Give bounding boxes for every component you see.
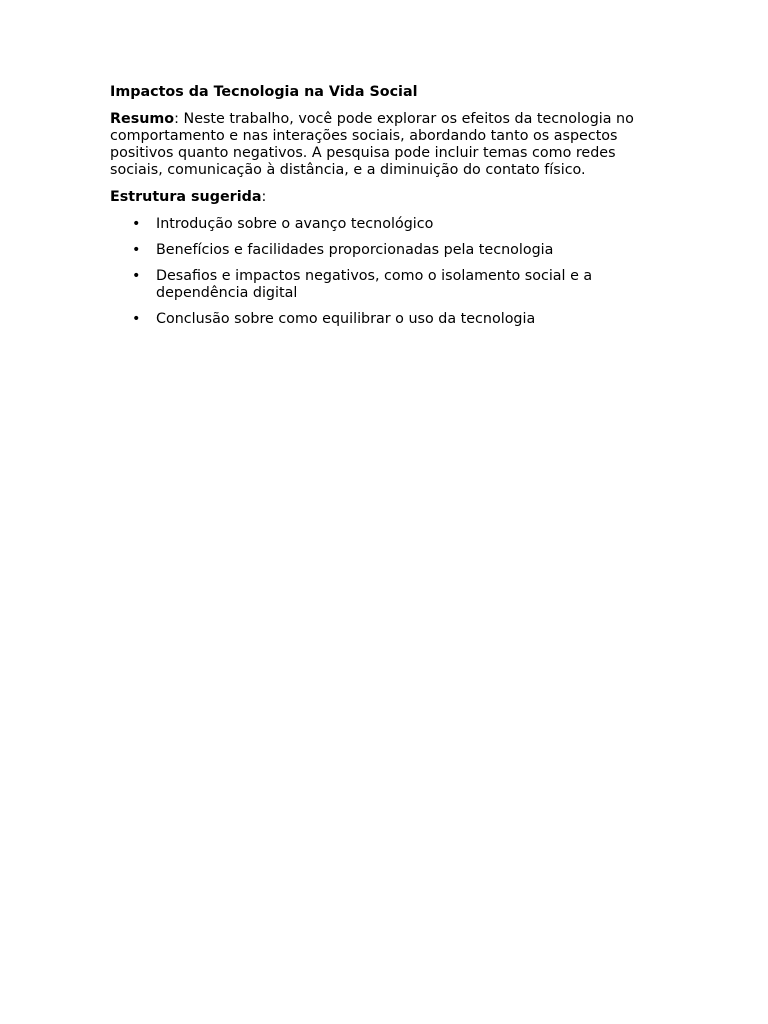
list-item-text: Desafios e impactos negativos, como o isolamento social e a dependência digital bbox=[156, 268, 593, 301]
structure-list bbox=[110, 216, 650, 328]
bullet-icon: • bbox=[132, 268, 141, 284]
document-title: Impactos da Tecnologia na Vida Social bbox=[110, 84, 418, 100]
structure-separator: : bbox=[261, 189, 267, 205]
list-item bbox=[110, 242, 636, 259]
summary-separator: : bbox=[174, 111, 179, 127]
structure-label: Estrutura sugerida bbox=[110, 189, 262, 205]
bullet-icon: • bbox=[132, 242, 141, 258]
list-item-text: Benefícios e facilidades proporcionadas pela tecnologia bbox=[156, 242, 554, 258]
document-page bbox=[110, 84, 650, 337]
summary-paragraph bbox=[110, 111, 650, 179]
list-item bbox=[110, 311, 636, 328]
list-item bbox=[110, 268, 636, 302]
bullet-icon: • bbox=[132, 311, 141, 327]
structure-heading bbox=[110, 189, 650, 206]
list-item bbox=[110, 216, 636, 233]
bullet-icon: • bbox=[132, 216, 141, 232]
list-item-text: Conclusão sobre como equilibrar o uso da tecnologia bbox=[156, 311, 536, 327]
summary-label: Resumo bbox=[110, 111, 175, 127]
list-item-text: Introdução sobre o avanço tecnológico bbox=[156, 216, 434, 232]
summary-text: Neste trabalho, você pode explorar os efeitos da tecnologia no comportamento e nas interações sociais, abordando tanto os aspectos positivos quanto negativos. A pesquisa pode incluir temas como redes sociais, comunicação à distância, e a diminuição do contato físico. bbox=[110, 111, 634, 178]
